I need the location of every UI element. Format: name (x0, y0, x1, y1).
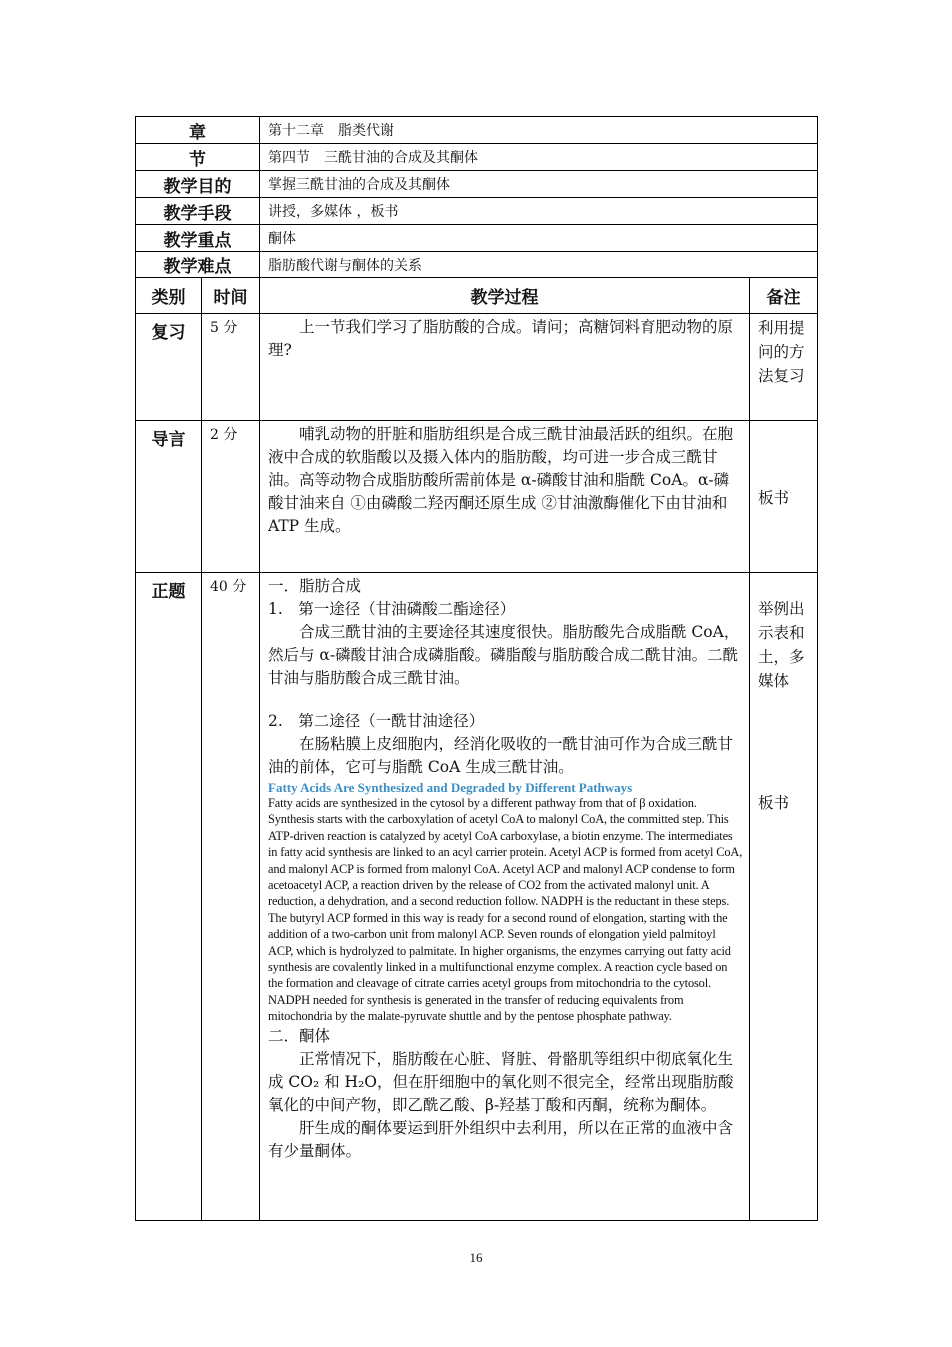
english-paragraph: Fatty acids are synthesized in the cytosol by a different pathway from that of β oxidation. Synthesis starts with the carboxylation of acetyl CoA to malonyl CoA, the committed step. This ATP-driven reaction is catalyzed by acetyl CoA carboxylase, a biotin enzyme. The intermediates in fatty acid synthesis are linked to an acyl carrier protein. Acetyl ACP is formed from acetyl CoA, and malonyl ACP is formed from malonyl CoA. Acetyl ACP and malonyl ACP condense to form acetoacetyl ACP, a reaction driven by the release of CO2 from the activated malonyl unit. A reduction, a dehydration, and a second reduction follow. NADPH is the reductant in these steps. The butyryl ACP formed in this way is ready for a second round of elongation, starting with the addition of a two-carbon unit from malonyl ACP. Seven rounds of elongation yield palmitoyl ACP, which is hydrolyzed to palmitate. In higher organisms, the enzymes carrying out fatty acid synthesis are covalently linked in a multifunctional enzyme complex. A reaction cycle based on the formation and cleavage of citrate carries acetyl groups from mitochondria to the cytosol. NADPH needed for synthesis is generated in the transfer of reducing equivalents from mitochondria by the malate-pyruvate shuttle and by the pentose phosphate pathway. (268, 796, 743, 1024)
route2-title: 2. 第二途径（一酰甘油途径） (268, 712, 485, 730)
difficulty-value: 脂肪酸代谢与酮体的关系 (260, 252, 818, 278)
intro-time: 2 分 (202, 421, 260, 573)
process-header: 教学过程 (260, 278, 750, 314)
intro-text: 哺乳动物的肝脏和脂肪组织是合成三酰甘油最活跃的组织。在胞液中合成的软脂酸以及摄入体内的脂肪酸，均可进一步合成三酰甘油。高等动物合成脂肪酸所需前体是 α-磷酸甘油和脂酰 CoA。α-磷酸甘油来自 ①由磷酸二羟丙酮还原生成 ②甘油激酶催化下由甘油和 ATP 生成。 (268, 425, 734, 535)
intro-row (136, 421, 818, 573)
ketone-text-1: 正常情况下，脂肪酸在心脏、肾脏、骨骼肌等组织中彻底氧化生成 CO₂ 和 H₂O，但在肝细胞中的氧化则不很完全，经常出现脂肪酸氧化的中间产物，即乙酰乙酸、β-羟基丁酸和丙酮，统称为酮体。 (268, 1049, 734, 1114)
chapter-value: 第十二章 脂类代谢 (260, 117, 818, 144)
main-note-1: 举例出示表和土，多媒体 (758, 600, 805, 690)
review-time: 5 分 (202, 314, 260, 421)
time-header: 时间 (202, 278, 260, 314)
page-number: 16 (469, 1250, 483, 1265)
difficulty-label: 教学难点 (136, 252, 260, 278)
means-row (136, 198, 818, 225)
main-note-2: 板书 (758, 794, 790, 812)
means-label: 教学手段 (136, 198, 260, 225)
chapter-row (136, 117, 818, 144)
fat-synthesis-heading: 一．脂肪合成 (268, 577, 362, 595)
english-section-title: Fatty Acids Are Synthesized and Degraded by Different Pathways (268, 780, 633, 795)
ketone-text-2: 肝生成的酮体要运到肝外组织中去利用，所以在正常的血液中含有少量酮体。 (268, 1118, 734, 1160)
intro-category: 导言 (136, 421, 202, 573)
main-category: 正题 (136, 573, 202, 1221)
section-row (136, 144, 818, 171)
main-row (136, 573, 818, 1221)
review-text: 上一节我们学习了脂肪酸的合成。请问；高糖饲料育肥动物的原理? (268, 318, 734, 359)
route2-text: 在肠粘膜上皮细胞内，经消化吸收的一酰甘油可作为合成三酰甘油的前体，它可与脂酰 CoA 生成三酰甘油。 (268, 735, 734, 776)
route1-title: 1. 第一途径（甘油磷酸二酯途径） (268, 600, 516, 618)
difficulty-row (136, 252, 818, 278)
main-content (260, 573, 750, 1221)
review-row (136, 314, 818, 421)
key-value: 酮体 (260, 225, 818, 252)
column-header-row (136, 278, 818, 314)
chapter-label: 章 (136, 117, 260, 144)
notes-header: 备注 (750, 278, 818, 314)
intro-note: 板书 (750, 421, 818, 573)
key-label: 教学重点 (136, 225, 260, 252)
lesson-plan-table (135, 116, 818, 1221)
goal-label: 教学目的 (136, 171, 260, 198)
route1-text: 合成三酰甘油的主要途径其速度很快。脂肪酸先合成脂酰 CoA，然后与 α-磷酸甘油合成磷脂酸。磷脂酸与脂肪酸合成二酰甘油。二酰甘油与脂肪酸合成三酰甘油。 (268, 623, 740, 687)
key-row (136, 225, 818, 252)
review-category: 复习 (136, 314, 202, 421)
category-header: 类别 (136, 278, 202, 314)
section-value: 第四节 三酰甘油的合成及其酮体 (260, 144, 818, 171)
goal-row (136, 171, 818, 198)
spacer (268, 690, 743, 710)
main-time: 40 分 (202, 573, 260, 1221)
means-value: 讲授，多媒体 ，板书 (260, 198, 818, 225)
review-note: 利用提问的方法复习 (750, 314, 818, 421)
goal-value: 掌握三酰甘油的合成及其酮体 (260, 171, 818, 198)
ketone-heading: 二．酮体 (268, 1026, 331, 1045)
section-label: 节 (136, 144, 260, 171)
